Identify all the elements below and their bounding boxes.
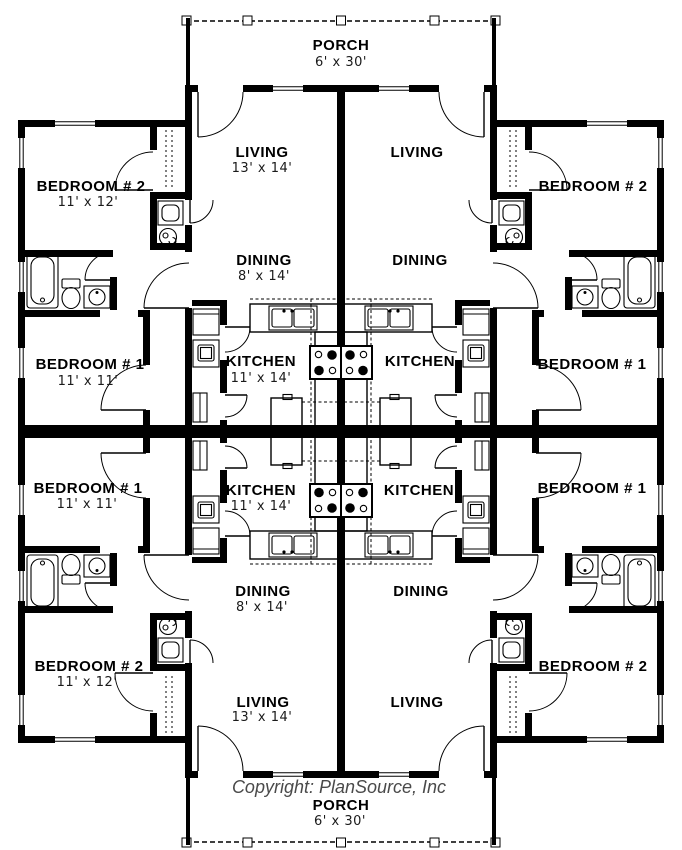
room-label-bedroom1-bl: BEDROOM # 1 xyxy=(33,480,143,497)
room-label-kitchen-br: KITCHEN xyxy=(383,482,455,499)
room-label-bedroom2-br: BEDROOM # 2 xyxy=(538,658,648,675)
room-dims-living-tl: 13' x 14' xyxy=(231,161,293,176)
porch-post xyxy=(337,16,346,25)
room-label-bedroom1-tl: BEDROOM # 1 xyxy=(35,356,145,373)
room-label-bedroom2-tl: BEDROOM # 2 xyxy=(36,178,146,195)
room-label-dining-br: DINING xyxy=(393,583,449,600)
room-label-kitchen-bl: KITCHEN xyxy=(225,482,297,499)
room-dims-kitchen-bl: 11' x 14' xyxy=(230,499,292,514)
room-label-bedroom1-br: BEDROOM # 1 xyxy=(537,480,647,497)
room-dims-living-bl: 13' x 14' xyxy=(231,710,293,725)
room-label-dining-tl: DINING xyxy=(236,252,292,269)
room-dims-dining-tl: 8' x 14' xyxy=(238,269,290,284)
room-label-dining-bl: DINING xyxy=(235,583,291,600)
room-label-living-tr: LIVING xyxy=(390,144,444,161)
porch-top-label: PORCH xyxy=(312,37,370,54)
room-label-living-tl: LIVING xyxy=(235,144,289,161)
room-dims-kitchen-tl: 11' x 14' xyxy=(230,371,292,386)
room-dims-bedroom2-tl: 11' x 12' xyxy=(57,195,119,210)
copyright-text: Copyright: PlanSource, Inc xyxy=(231,777,447,797)
room-label-bedroom2-bl: BEDROOM # 2 xyxy=(34,658,144,675)
room-label-kitchen-tr: KITCHEN xyxy=(384,353,456,370)
porch-post xyxy=(337,838,346,847)
room-dims-dining-bl: 8' x 14' xyxy=(236,600,288,615)
porch-bottom-label: PORCH xyxy=(312,797,370,814)
room-label-living-bl: LIVING xyxy=(236,694,290,711)
room-label-bedroom1-tr: BEDROOM # 1 xyxy=(537,356,647,373)
room-label-living-br: LIVING xyxy=(390,694,444,711)
room-dims-bedroom2-bl: 11' x 12' xyxy=(56,675,118,690)
room-label-kitchen-tl: KITCHEN xyxy=(225,353,297,370)
room-dims-bedroom1-tl: 11' x 11' xyxy=(57,374,119,389)
porch-top-dims: 6' x 30' xyxy=(315,55,367,70)
porch-bottom-dims: 6' x 30' xyxy=(314,814,366,829)
room-dims-bedroom1-bl: 11' x 11' xyxy=(56,497,118,512)
room-label-bedroom2-tr: BEDROOM # 2 xyxy=(538,178,648,195)
room-label-dining-tr: DINING xyxy=(392,252,448,269)
